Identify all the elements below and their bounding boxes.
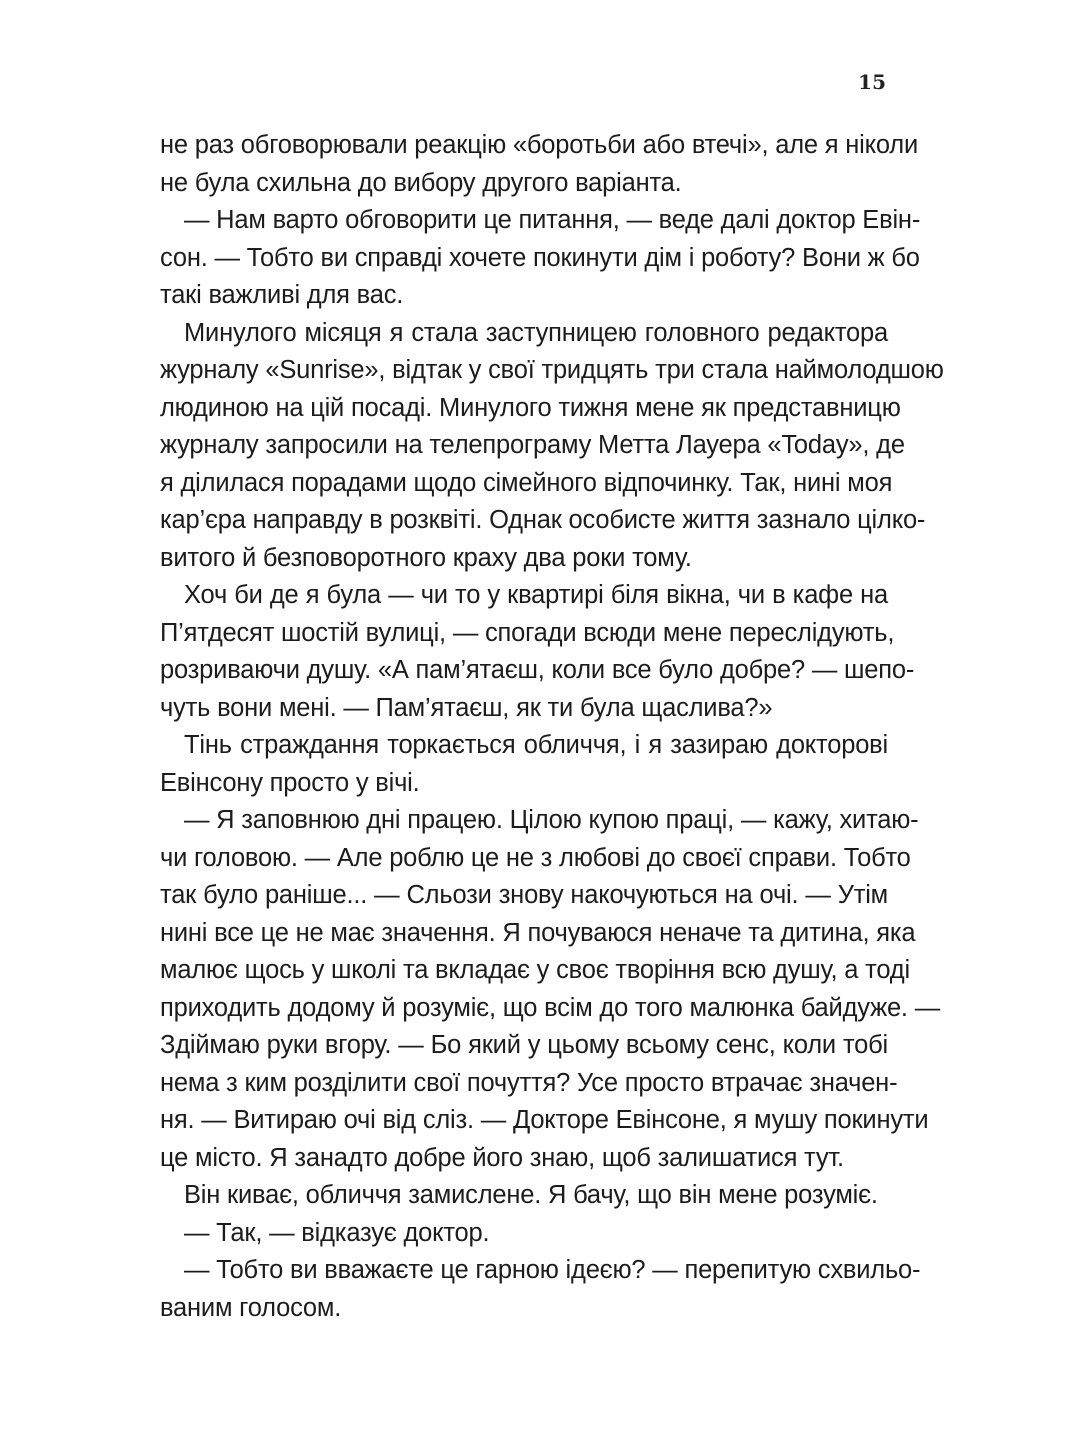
- text-line: ваним голосом.: [160, 1293, 342, 1322]
- text-line: — Я заповнюю дні працею. Цілою купою праці, — кажу, хитаю-: [184, 806, 919, 834]
- text-line: Він киває, обличчя замислене. Я бачу, що він мене розуміє.: [184, 1181, 878, 1209]
- text-line: приходить додому й розуміє, що всім до того малюнка байдуже. —: [160, 993, 940, 1022]
- text-line: Минулого місяця я стала заступницею головного редактора: [184, 318, 888, 347]
- text-line: такі важливі для вас.: [160, 281, 404, 309]
- text-line: Евінсону просто у вічі.: [160, 768, 420, 797]
- text-line: нема з ким розділити свої почуття? Усе просто втрачає значен-: [160, 1068, 898, 1097]
- text-line: чи головою. — Але роблю це не з любові до своєї справи. Тобто: [160, 843, 911, 872]
- text-line: журналу запросили на телепрограму Метта Лауера «Today», де: [160, 431, 905, 459]
- text-line: — Нам варто обговорити це питання, — веде далі доктор Евін-: [184, 206, 921, 234]
- text-line: не була схильна до вибору другого варіанта.: [160, 168, 682, 197]
- text-line: П’ятдесят шостій вулиці, — спогади всюди мене переслідують,: [160, 618, 895, 647]
- text-line: — Тобто ви вважаєте це гарною ідеєю? — перепитую схвильо-: [184, 1256, 921, 1284]
- text-line: нині все це не має значення. Я почуваюся неначе та дитина, яка: [160, 918, 916, 947]
- text-line: це місто. Я занадто добре його знаю, щоб залишатися тут.: [160, 1143, 844, 1172]
- text-line: чуть вони мені. — Пам’ятаєш, як ти була щаслива?»: [160, 693, 773, 722]
- text-line: я ділилася порадами щодо сімейного відпочинку. Так, нині моя: [160, 468, 893, 497]
- text-line: людиною на цій посаді. Минулого тижня мене як представницю: [160, 393, 901, 422]
- text-line: Здіймаю руки вгору. — Бо який у цьому всьому сенс, коли тобі: [160, 1031, 888, 1059]
- text-line: витого й безповоротного краху два роки тому.: [160, 543, 692, 572]
- text-line: сон. — Тобто ви справді хочете покинути дім і роботу? Вони ж бо: [160, 243, 920, 272]
- text-line: так було раніше... — Сльози знову накочуються на очі. — Утім: [160, 881, 888, 909]
- page-number: 15: [858, 70, 886, 94]
- text-line: — Так, — відказує доктор.: [184, 1218, 490, 1247]
- body-text: [160, 127, 944, 1327]
- text-line: Хоч би де я була — чи то у квартирі біля вікна, чи в кафе на: [184, 581, 888, 609]
- text-line: Тінь страждання торкається обличчя, і я зазираю докторові: [184, 731, 888, 759]
- text-line: журналу «Sunrise», відтак у свої тридцять три стала наймолодшою: [160, 356, 944, 384]
- text-line: ня. — Витираю очі від сліз. — Докторе Евінсоне, я мушу покинути: [160, 1106, 929, 1134]
- text-line: розриваючи душу. «А пам’ятаєш, коли все було добре? — шепо-: [160, 656, 915, 684]
- text-line: кар’єра направду в розквіті. Однак особисте життя зазнало цілко-: [160, 506, 926, 534]
- text-line: малює щось у школі та вкладає у своє творіння всю душу, а тоді: [160, 956, 910, 984]
- text-line: не раз обговорювали реакцію «боротьби або втечі», але я ніколи: [160, 131, 918, 159]
